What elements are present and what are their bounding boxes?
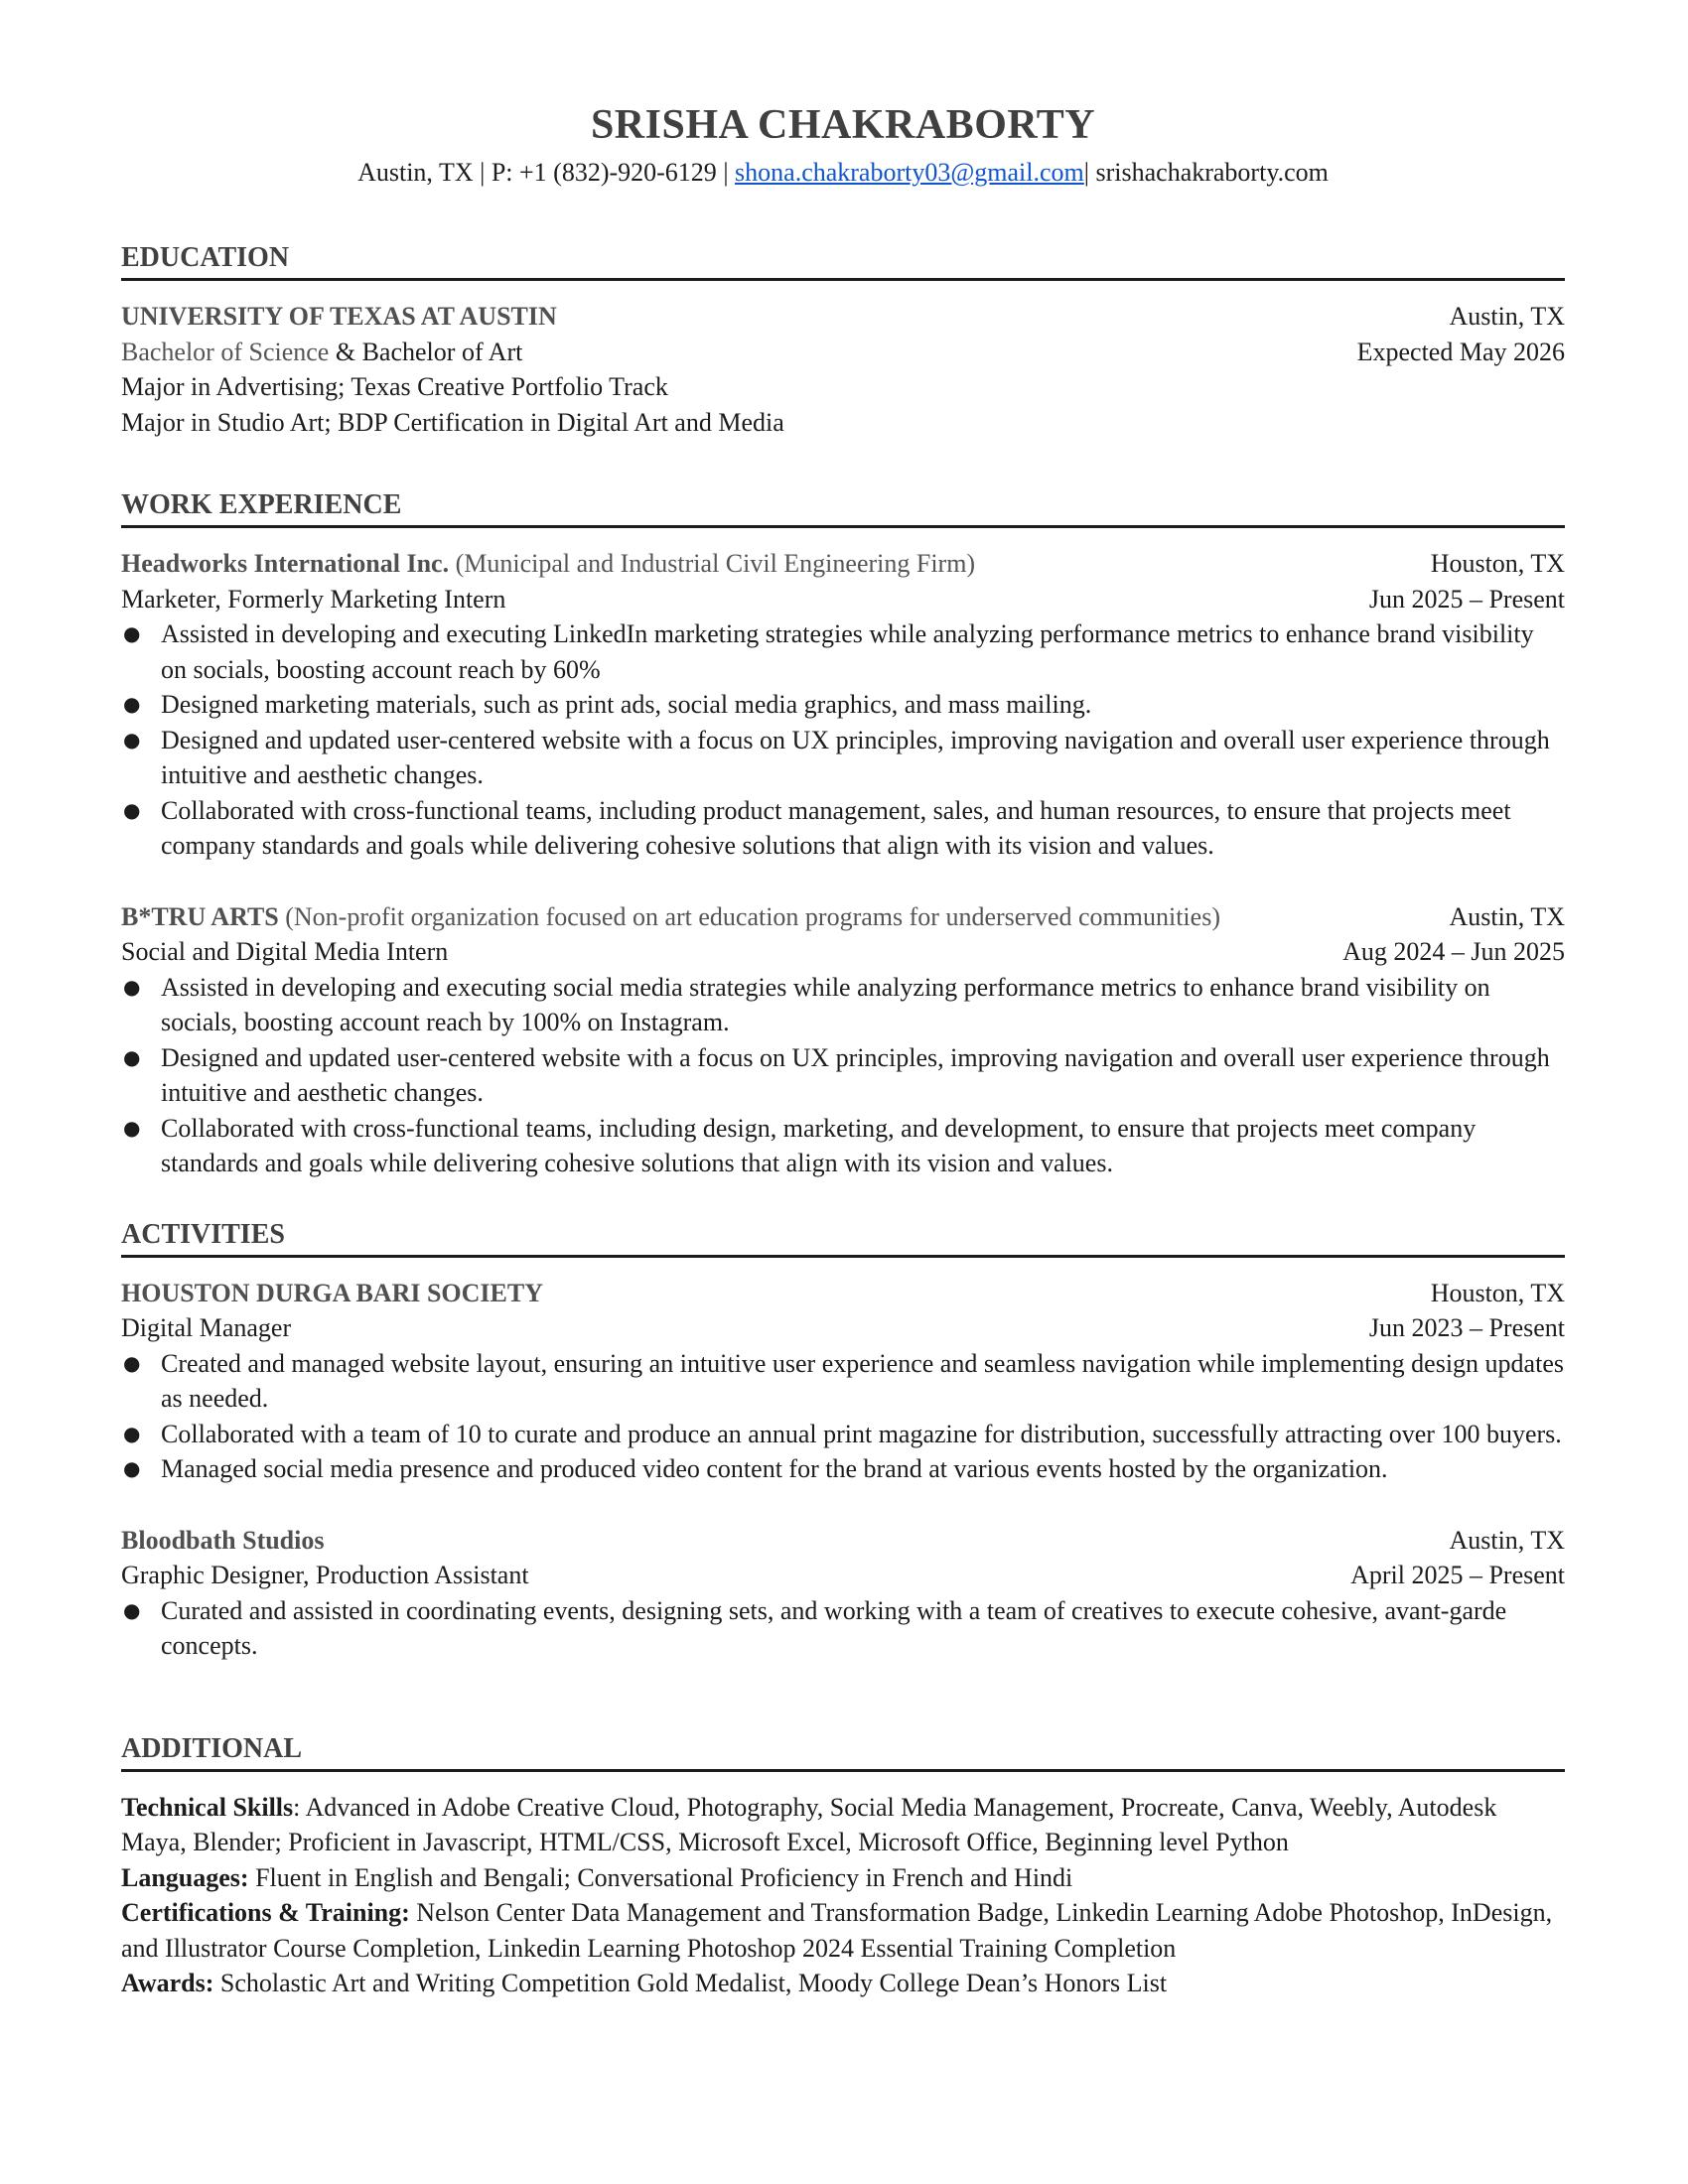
languages-label: Languages: xyxy=(121,1862,249,1892)
job-entry xyxy=(121,899,1565,1181)
activity-org-row xyxy=(121,1523,1565,1559)
education-heading: EDUCATION xyxy=(121,240,1565,281)
additional-heading: ADDITIONAL xyxy=(121,1731,1565,1772)
activities-section xyxy=(121,1217,1565,1664)
certifications-text: Nelson Center Data Management and Transformation Badge, Linkedin Learning Adobe Photoshop, InDesign, and Illustrator Course Completion, Linkedin Learning Photoshop 2024 Essential Training Completion xyxy=(121,1898,1553,1963)
activities-heading: ACTIVITIES xyxy=(121,1217,1565,1258)
activity-entry xyxy=(121,1276,1565,1487)
job-role: Social and Digital Media Intern xyxy=(121,937,449,966)
job-bullets xyxy=(121,616,1565,864)
contact-email-link[interactable]: shona.chakraborty03@gmail.com xyxy=(735,158,1084,187)
activity-role: Graphic Designer, Production Assistant xyxy=(121,1561,529,1589)
awards xyxy=(121,1966,1565,2001)
certifications-label: Certifications & Training: xyxy=(121,1898,410,1927)
technical-skills-label: Technical Skills xyxy=(121,1792,294,1822)
contact-phone: P: +1 (832)-920-6129 xyxy=(491,158,717,187)
bullet-item: ● Collaborated with cross-functional teams, including product management, sales, and human resources, to ensure that projects meet company standards and goals while delivering cohesive solutions that align with its vision and values. xyxy=(121,793,1565,864)
awards-label: Awards: xyxy=(121,1969,214,1997)
degree xyxy=(121,335,522,370)
degree-amp: & xyxy=(335,337,356,366)
bullet-item: ● Designed and updated user-centered website with a focus on UX principles, improving navigation and overall user experience through intuitive and aesthetic changes. xyxy=(121,1040,1565,1111)
job-location: Austin, TX xyxy=(1449,901,1565,931)
job-bullets xyxy=(121,970,1565,1181)
bullet-item: ● Assisted in developing and executing LinkedIn marketing strategies while analyzing performance metrics to enhance brand visibility on socials, boosting account reach by 60% xyxy=(121,616,1565,687)
activity-location: Houston, TX xyxy=(1430,1278,1565,1307)
languages-text: Fluent in English and Bengali; Conversational Proficiency in French and Hindi xyxy=(248,1862,1073,1892)
job-role-row xyxy=(121,582,1565,617)
work-experience-heading: WORK EXPERIENCE xyxy=(121,487,1565,528)
school-name: UNIVERSITY OF TEXAS AT AUSTIN xyxy=(121,302,557,331)
activity-entry xyxy=(121,1523,1565,1664)
job-role-row xyxy=(121,934,1565,970)
activity-role: Digital Manager xyxy=(121,1313,292,1342)
graduation-date: Expected May 2026 xyxy=(1356,337,1565,366)
resume-page xyxy=(121,99,1565,2001)
bullet-item: ● Designed and updated user-centered website with a focus on UX principles, improving navigation and overall user experience through intuitive and aesthetic changes. xyxy=(121,723,1565,793)
bullet-item: ● Created and managed website layout, ensuring an intuitive user experience and seamless navigation while implementing design updates as needed. xyxy=(121,1346,1565,1417)
contact-website: srishachakraborty.com xyxy=(1095,158,1329,187)
awards-text: Scholastic Art and Writing Competition Gold Medalist, Moody College Dean’s Honors List xyxy=(213,1969,1168,1997)
education-section xyxy=(121,240,1565,440)
languages xyxy=(121,1860,1565,1896)
job-org-description: (Non-profit organization focused on art education programs for underserved communities) xyxy=(285,901,1220,931)
activity-bullets xyxy=(121,1593,1565,1664)
technical-skills-text: : Advanced in Adobe Creative Cloud, Photography, Social Media Management, Procreate, Canva, Weebly, Autodesk Maya, Blender; Proficient in Javascript, HTML/CSS, Microsoft Excel, Microsoft Office, Beginning level Python xyxy=(121,1792,1497,1856)
technical-skills xyxy=(121,1790,1565,1860)
education-degree-row xyxy=(121,335,1565,370)
school-location: Austin, TX xyxy=(1449,302,1565,331)
bullet-item: ● Collaborated with cross-functional teams, including design, marketing, and development, to ensure that projects meet company standards and goals while delivering cohesive solutions that align with its vision and values. xyxy=(121,1111,1565,1181)
contact-location: Austin, TX xyxy=(357,158,474,187)
additional-section xyxy=(121,1731,1565,2001)
job-org-name: B*TRU ARTS xyxy=(121,901,279,931)
activity-dates: April 2025 – Present xyxy=(1350,1561,1565,1589)
bullet-item: ● Assisted in developing and executing social media strategies while analyzing performance metrics to enhance brand visibility on socials, boosting account reach by 100% on Instagram. xyxy=(121,970,1565,1040)
job-org-row xyxy=(121,899,1565,935)
activity-location: Austin, TX xyxy=(1449,1525,1565,1555)
degree-ba: Bachelor of Art xyxy=(361,337,523,366)
job-entry xyxy=(121,546,1565,864)
job-org-name: Headworks International Inc. xyxy=(121,549,450,578)
bullet-item: ● Curated and assisted in coordinating events, designing sets, and working with a team of creatives to execute cohesive, avant-garde concepts. xyxy=(121,1593,1565,1664)
activity-dates: Jun 2023 – Present xyxy=(1368,1313,1565,1342)
activity-org-name: HOUSTON DURGA BARI SOCIETY xyxy=(121,1278,544,1307)
bullet-item: ● Designed marketing materials, such as print ads, social media graphics, and mass mailing. xyxy=(121,687,1565,723)
candidate-name: SRISHA CHAKRABORTY xyxy=(590,102,1096,148)
certifications xyxy=(121,1895,1565,1966)
major-studio-art: Major in Studio Art; BDP Certification in Digital Art and Media xyxy=(121,407,784,437)
bullet-item: ● Managed social media presence and produced video content for the brand at various events hosted by the organization. xyxy=(121,1451,1565,1487)
activity-org-row xyxy=(121,1276,1565,1311)
work-experience-section xyxy=(121,487,1565,1181)
bullet-item: ● Collaborated with a team of 10 to curate and produce an annual print magazine for distribution, successfully attracting over 100 buyers. xyxy=(121,1417,1565,1452)
degree-bs: Bachelor of Science xyxy=(121,337,330,366)
activity-role-row xyxy=(121,1558,1565,1593)
activity-org-name: Bloodbath Studios xyxy=(121,1525,325,1555)
job-org-row xyxy=(121,546,1565,582)
job-role: Marketer, Formerly Marketing Intern xyxy=(121,584,506,614)
job-location: Houston, TX xyxy=(1430,549,1565,578)
job-dates: Aug 2024 – Jun 2025 xyxy=(1342,937,1565,966)
job-dates: Jun 2025 – Present xyxy=(1368,584,1565,614)
job-org-description: (Municipal and Industrial Civil Engineering Firm) xyxy=(455,549,976,578)
activity-role-row xyxy=(121,1310,1565,1346)
major-advertising: Major in Advertising; Texas Creative Portfolio Track xyxy=(121,372,668,401)
contact-line: Austin, TX | P: +1 (832)-920-6129 | shona.chakraborty03@gmail.com| srishachakraborty.com xyxy=(357,158,1329,187)
education-school-row xyxy=(121,299,1565,335)
activity-bullets xyxy=(121,1346,1565,1487)
